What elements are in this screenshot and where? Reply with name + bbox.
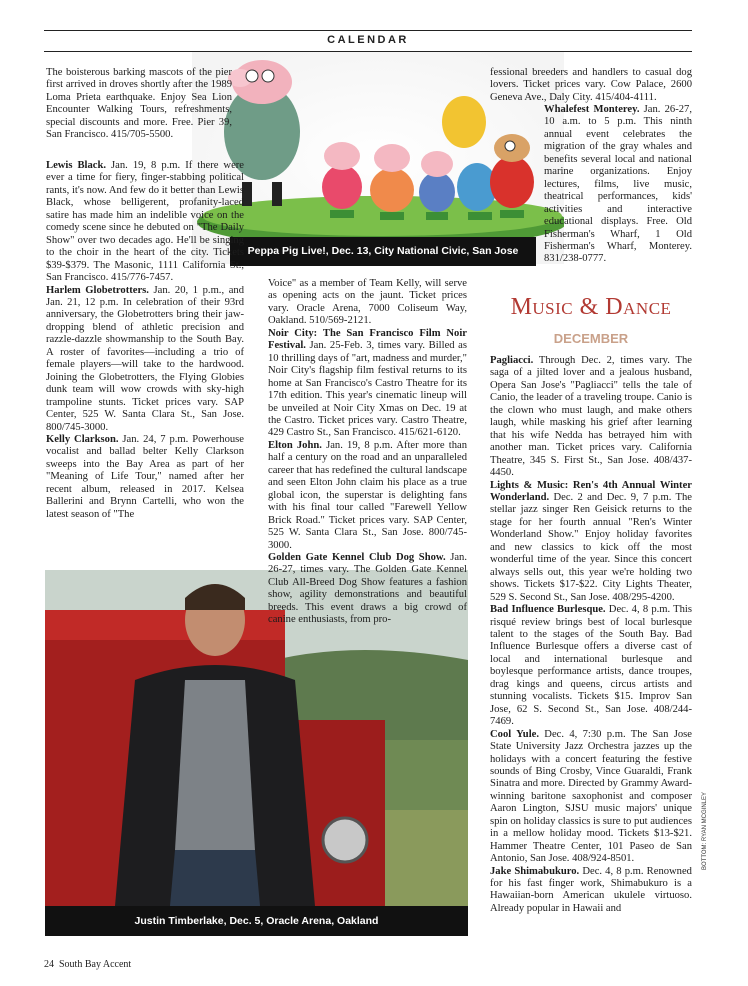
page-footer — [44, 959, 131, 970]
event-body: Dec. 4, 7:30 p.m. The San Jose State University Jazz Orchestra jazzes up the holidays with a concert featuring the festive sounds of Bing Crosby, Vince Guaraldi, Frank Sinatra and more. Directed by Grammy Award-winning baritone saxophonist and composer Aaron Lington, SJSU music majors' unique spin on holiday classics is sure to put audiences in a mellow holiday mood. Tickets $13-$21. Hammer Theatre Center, 101 Paseo de San Antonio, San Jose. 408/924-8501. — [490, 728, 692, 865]
event-body: Jan. 26-27, times vary. The Golden Gate Kennel Club All-Breed Dog Show features a fashion show, agility demonstrations and beautiful breeds. This event draws a big crowd of canine enthusiasts, from pro- — [268, 551, 467, 626]
event-noir-city — [268, 328, 467, 440]
event-body: Jan. 26-27, 10 a.m. to 5 p.m. This ninth annual event celebrates the migration of the gray whales and benefits several local and national marine organizations. Enjoy lectures, films, live music, theatrical performances, kids' activities and interactive educational displays. Free. Old Fisherman's Wharf, 1 Old Fisherman's Wharf, Monterey. 831/238-0777. — [544, 104, 692, 265]
photo-credit: BOTTOM: RYAN MCGINLEY — [702, 791, 708, 870]
col1-body — [46, 160, 244, 521]
event-body: Jan. 19, 8 p.m. After more than half a century on the road and an unparalleled career that has redefined the cultural landscape and seen Elton John claim his place as a true global icon, the superstar is delighting fans with his final tour called "Farewell Yellow Brick Road." Ticket prices vary. SAP Center, 525 W. Santa Clara St., San Jose. 800/745-3000. — [268, 439, 467, 551]
event-cool-yule — [490, 729, 692, 866]
event-title: Pagliacci. — [490, 355, 534, 366]
event-elton — [268, 440, 467, 552]
event-ren — [490, 480, 692, 605]
jt-caption: Justin Timberlake, Dec. 5, Oracle Arena, Oakland — [45, 906, 468, 936]
event-title: Golden Gate Kennel Club Dog Show. — [268, 551, 446, 563]
event-body: Jan. 25-Feb. 3, times vary. Billed as 10 thrilling days of "art, madness and murder," Noir City's flagship film festival returns to its home at San Francisco's Castro Theatre for its 17th edition. This year's cinematic lineup will be unveiled at Noir City Xmas on Dec. 19 at the Castro. Ticket prices vary. Castro Theatre, 429 Castro St., San Francisco. 415/621-6120. — [268, 340, 467, 439]
col3-body — [490, 355, 692, 915]
event-harlem — [46, 285, 244, 434]
event-body: Jan. 24, 7 p.m. Powerhouse vocalist and ballad belter Kelly Clarkson sweeps into the Bay Area as part of her "Meaning of Life Tour," named after her recent album, released in 2017. Kelsea Ballerini and Brynn Cartelli, who won the latest season of "The — [46, 433, 245, 520]
event-lewis-black — [46, 160, 244, 285]
event-title: Jake Shimabukuro. — [490, 865, 580, 877]
event-title: Whalefest Monterey. — [544, 104, 640, 115]
event-title: Lights & Music: Ren's 4th Annual Winter Wonderland. — [490, 479, 692, 503]
col3-top — [490, 67, 692, 104]
dog-continued: fessional breeders and handlers to casual dog lovers. Ticket prices vary. Cow Palace, 2600 Geneva Ave., Daly City. 415/404-4111. — [490, 67, 692, 103]
event-body: Dec. 2 and Dec. 9, 7 p.m. The stellar jazz singer Ren Geisick returns to the stage for her fourth annual "Ren's Winter Wonderland Show." Enjoy holiday favorites and new classics to kick off the most wonderful time of the year. Since this concert always sells out, this year we're holding two shows. Tickets $17-$22. City Lights Theater, 529 S. Second St., San Jose. 408/295-4200. — [490, 491, 692, 603]
peppa-caption: Peppa Pig Live!, Dec. 13, City National Civic, San Jose — [230, 237, 536, 266]
event-jake — [490, 866, 692, 916]
event-body: Dec. 4, 8 p.m. This risqué review brings best of local burlesque talent to the stages of the South Bay. Bad Influence Burlesque offers a diverse cast of local and international burlesque and boylesque performance artists, dance troupes, drag kings and queens, circus artists and stunning vocalists. Tickets $15. Improv San Jose, 62 S. Second St., San Jose. 408/244-7469. — [490, 604, 692, 728]
header-rule-top — [44, 30, 692, 31]
event-title: Lewis Black. — [46, 160, 107, 171]
event-title: Cool Yule. — [490, 728, 539, 740]
event-body: Jan. 20, 1 p.m., and Jan. 21, 12 p.m. In celebration of their 93rd anniversary, the Globetrotters bring their jaw-dropping blend of athletic precision and razzle-dazzle showmanship to the South Bay. A roster of favorites—including a trio of female players—will take to the hardwood. Joining the Globetrotters, the Flying Globies dunk team will wow crowds with sky-high trampoline stunts. Ticket prices vary. SAP Center, 525 W. Santa Clara St., San Jose. 800/745-3000. — [46, 284, 244, 433]
event-body: Dec. 4, 8 p.m. Renowned for his fast finger work, Shimabukuro is a Hawaiian-born American ukulele virtuoso. Already popular in Hawaii and — [490, 865, 692, 914]
section-header: CALENDAR — [327, 34, 409, 46]
month-heading: DECEMBER — [553, 331, 629, 346]
event-dog-show — [268, 552, 467, 627]
event-title: Bad Influence Burlesque. — [490, 604, 606, 616]
event-body: Through Dec. 2, times vary. The saga of a jilted lover and a jealous husband, Opera San Jose's "Pagliacci" tells the tale of Canio, the leader of a traveling troupe. Canio is the clown who must laugh, and make others laugh, while masking his grief after learning that his wife Nedda has betrayed him with another man. Ticket prices vary. California Theatre, 345 S. First St., San Jose. 408/437-4450. — [490, 355, 692, 479]
event-title: Harlem Globetrotters. — [46, 284, 149, 296]
publication-name: South Bay Accent — [59, 959, 132, 970]
event-pagliacci — [490, 355, 692, 480]
event-title: Noir City: The San Francisco Film Noir Festival. — [268, 327, 467, 352]
page-number: 24 — [44, 959, 54, 970]
sea-lion-text: The boisterous barking mascots of the pier first arrived in droves shortly after the 1989 Loma Prieta earthquake. Enjoy Sea Lion Encounter Walking Tours, refreshments, special discounts and more. Free. Pier 39, San Francisco. 415/705-5500. — [46, 67, 232, 141]
kelly-continued: Voice" as a member of Team Kelly, will serve as opening acts on the jaunt. Ticket prices vary. Oracle Arena, 7000 Coliseum Way, Oakland. 510/569-2121. — [268, 278, 467, 327]
col1-intro — [46, 67, 232, 142]
col3-whalefest — [544, 104, 692, 266]
event-body: Jan. 19, 8 p.m. If there were ever a time for fiery, finger-stabbing political rants, it's now. And few do it better than Lewis Black, whose belligerent, profanity-laced satire has made him an indelible voice on the comedy scene since he debuted on "The Daily Show" over two decades ago. He'll be singing to the choir in the heart of the city. Tickets $39-$379. The Masonic, 1111 California St., San Francisco. 415/776-7457. — [46, 160, 244, 284]
event-title: Elton John. — [268, 439, 322, 451]
event-title: Kelly Clarkson. — [46, 433, 119, 445]
col2-body — [268, 278, 467, 627]
music-dance-heading: Music & Dance — [510, 294, 672, 320]
event-bad-influence — [490, 604, 692, 729]
event-whalefest — [544, 104, 692, 266]
event-kelly — [46, 434, 244, 521]
